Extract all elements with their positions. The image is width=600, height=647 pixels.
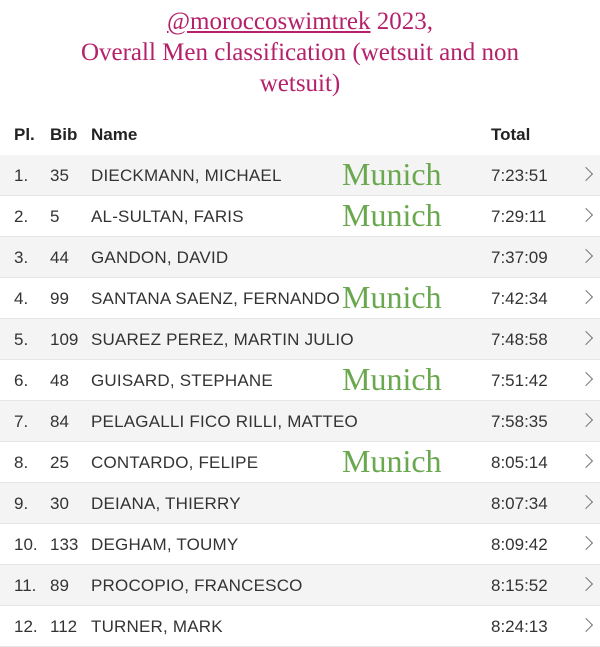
location-annotation: Munich [342, 197, 442, 233]
place-cell: 8. [14, 453, 29, 472]
chevron-right-icon[interactable] [579, 208, 593, 222]
name-cell: GUISARD, STEPHANE [91, 371, 273, 390]
page-title [0, 6, 600, 99]
total-time-cell: 7:23:51 [491, 166, 548, 185]
chevron-right-icon[interactable] [579, 577, 593, 591]
title-line-1 [0, 6, 600, 37]
total-time-cell: 8:07:34 [491, 494, 548, 513]
total-time-cell: 8:05:14 [491, 453, 548, 472]
chevron-right-icon[interactable] [579, 536, 593, 550]
table-header [0, 115, 600, 153]
results-table [0, 155, 600, 647]
chevron-right-icon[interactable] [579, 290, 593, 304]
name-cell: SUAREZ PEREZ, MARTIN JULIO [91, 330, 354, 349]
title-year: 2023, [370, 8, 434, 35]
location-annotation: Munich [342, 279, 442, 315]
name-cell: DEGHAM, TOUMY [91, 535, 239, 554]
bib-cell: 5 [50, 207, 60, 226]
bib-cell: 25 [50, 453, 69, 472]
bib-cell: 48 [50, 371, 69, 390]
location-annotation: Munich [342, 443, 442, 479]
total-time-cell: 7:48:58 [491, 330, 548, 349]
bib-cell: 35 [50, 166, 69, 185]
total-time-cell: 7:29:11 [491, 207, 547, 226]
chevron-right-icon[interactable] [579, 454, 593, 468]
bib-cell: 109 [50, 330, 79, 349]
table-row[interactable] [0, 196, 600, 237]
chevron-right-icon[interactable] [579, 495, 593, 509]
table-row[interactable] [0, 483, 600, 524]
table-row[interactable] [0, 360, 600, 401]
place-cell: 9. [14, 494, 29, 513]
table-row[interactable] [0, 319, 600, 360]
place-cell: 3. [14, 248, 29, 267]
name-cell: GANDON, DAVID [91, 248, 229, 267]
place-cell: 2. [14, 207, 29, 226]
place-cell: 5. [14, 330, 29, 349]
name-cell: PELAGALLI FICO RILLI, MATTEO [91, 412, 358, 431]
total-time-cell: 7:37:09 [491, 248, 548, 267]
header-total: Total [491, 125, 531, 144]
bib-cell: 133 [50, 535, 79, 554]
name-cell: DIECKMANN, MICHAEL [91, 166, 282, 185]
bib-cell: 84 [50, 412, 69, 431]
bib-cell: 30 [50, 494, 69, 513]
table-row[interactable] [0, 442, 600, 483]
name-cell: PROCOPIO, FRANCESCO [91, 576, 303, 595]
place-cell: 6. [14, 371, 29, 390]
table-row[interactable] [0, 237, 600, 278]
bib-cell: 112 [50, 617, 78, 636]
name-cell: DEIANA, THIERRY [91, 494, 241, 513]
name-cell: TURNER, MARK [91, 617, 223, 636]
place-cell: 7. [14, 412, 29, 431]
header-place: Pl. [14, 125, 35, 144]
chevron-right-icon[interactable] [579, 331, 593, 345]
place-cell: 1. [14, 166, 29, 185]
table-row[interactable] [0, 401, 600, 442]
total-time-cell: 7:58:35 [491, 412, 548, 431]
total-time-cell: 8:15:52 [491, 576, 548, 595]
chevron-right-icon[interactable] [579, 249, 593, 263]
header-bib: Bib [50, 125, 78, 144]
bib-cell: 89 [50, 576, 69, 595]
name-cell: CONTARDO, FELIPE [91, 453, 259, 472]
place-cell: 12. [14, 617, 38, 636]
table-row[interactable] [0, 606, 600, 647]
bib-cell: 44 [50, 248, 69, 267]
table-row[interactable] [0, 524, 600, 565]
place-cell: 10. [14, 535, 38, 554]
table-row[interactable] [0, 565, 600, 606]
table-row[interactable] [0, 155, 600, 196]
place-cell: 11. [14, 576, 37, 595]
title-line-2: Overall Men classification (wetsuit and non [80, 39, 520, 66]
name-cell: SANTANA SAENZ, FERNANDO [91, 289, 340, 308]
place-cell: 4. [14, 289, 29, 308]
location-annotation: Munich [342, 156, 442, 192]
total-time-cell: 7:51:42 [491, 371, 548, 390]
chevron-right-icon[interactable] [579, 167, 593, 181]
name-cell: AL-SULTAN, FARIS [91, 207, 244, 226]
title-line-3: wetsuit) [259, 70, 341, 97]
table-row[interactable] [0, 278, 600, 319]
chevron-right-icon[interactable] [579, 618, 593, 632]
total-time-cell: 7:42:34 [491, 289, 548, 308]
bib-cell: 99 [50, 289, 69, 308]
header-name: Name [91, 125, 138, 144]
chevron-right-icon[interactable] [579, 372, 593, 386]
chevron-right-icon[interactable] [579, 413, 593, 427]
total-time-cell: 8:09:42 [491, 535, 548, 554]
total-time-cell: 8:24:13 [491, 617, 548, 636]
location-annotation: Munich [342, 361, 442, 397]
instagram-handle-link[interactable]: @moroccoswimtrek [166, 8, 371, 35]
